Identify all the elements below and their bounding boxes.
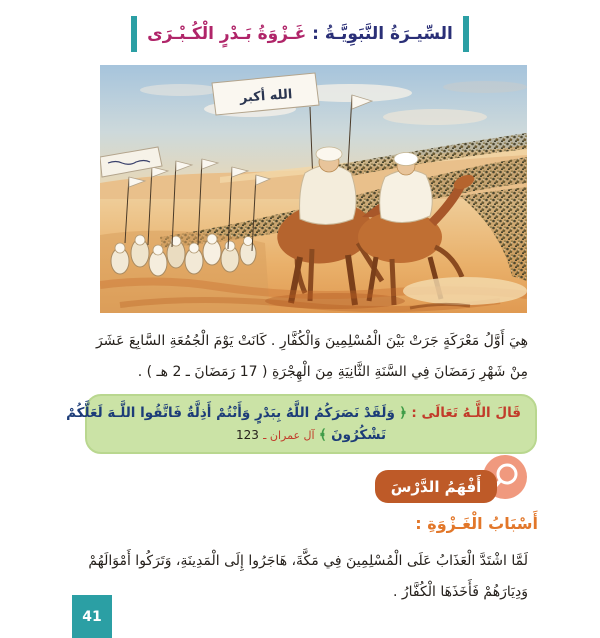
title-accent-bar-left xyxy=(131,16,137,52)
section-heading: أَسْبَابُ الْغَـزْوَةِ : xyxy=(415,514,538,533)
flag-text: الله أكبر xyxy=(239,87,293,106)
verse-number: 123 xyxy=(235,428,259,442)
verse-line-2 xyxy=(101,424,521,447)
causes-line-1: لَمَّا اشْتَدَّ الْعَذَابُ عَلَى الْمُسْلِمِينَ فِي مَكَّةَ، هَاجَرُوا إِلَى الْمَدِينَةِ، وَتَرَكُوا أَمْوَالَهُمْ xyxy=(88,553,528,569)
verse-line-1 xyxy=(66,402,521,424)
title-series: السِّيـرَةُ النَّبَوِيَّـةُ : xyxy=(312,24,453,44)
causes-line-2: وَدِيَارَهُمْ فَأَخَذَهَا الْكُفَّارُ . xyxy=(392,584,528,600)
causes-paragraph xyxy=(88,546,528,608)
page-title xyxy=(0,16,600,52)
intro-line-2: مِنْ شَهْرِ رَمَضَانَ فِي السَّنَةِ الثَّانِيَةِ مِنَ الْهِجْرَةِ ( 17 رَمَضَانَ ـ 2 هـ ) . xyxy=(137,364,528,380)
page-number: 41 xyxy=(82,608,102,625)
quran-verse-box xyxy=(66,394,537,454)
ornate-bracket-open: ﴿ xyxy=(399,405,408,421)
lesson-banner xyxy=(375,470,497,503)
battle-illustration xyxy=(100,65,527,313)
battle-illustration-svg xyxy=(100,65,527,313)
title-accent-bar-right xyxy=(463,16,469,52)
lesson-banner-label: أَفْهَمُ الدَّرْسَ xyxy=(390,477,482,496)
ornate-bracket-close: ﴾ xyxy=(318,427,327,443)
verse-text: وَلَقَدْ نَصَرَكُمُ اللَّهُ بِبَدْرٍ وَأَنْتُمْ أَذِلَّةٌ فَاتَّقُوا اللَّـهَ لَعَلَّكُمْ xyxy=(66,405,395,421)
intro-paragraph xyxy=(96,326,528,388)
page-number-badge xyxy=(72,595,112,638)
verse-intro: قَالَ اللَّـهُ تَعَالَى : xyxy=(411,405,521,421)
page-title-text xyxy=(147,24,453,44)
verse-source: آل عمران ـ xyxy=(263,429,315,442)
title-lesson: غَـزْوَةُ بَـدْرٍ الْكُـبْـرَى xyxy=(147,24,307,44)
intro-line-1: هِيَ أَوَّلُ مَعْرَكَةٍ جَرَتْ بَيْنَ الْمُسْلِمِينَ وَالْكُفَّارِ . كَانَتْ يَوْمَ الْجُمُعَةِ السَّابِعَ عَشَرَ xyxy=(95,333,528,349)
verse-last-word: تَشْكُرُونَ xyxy=(331,427,387,443)
